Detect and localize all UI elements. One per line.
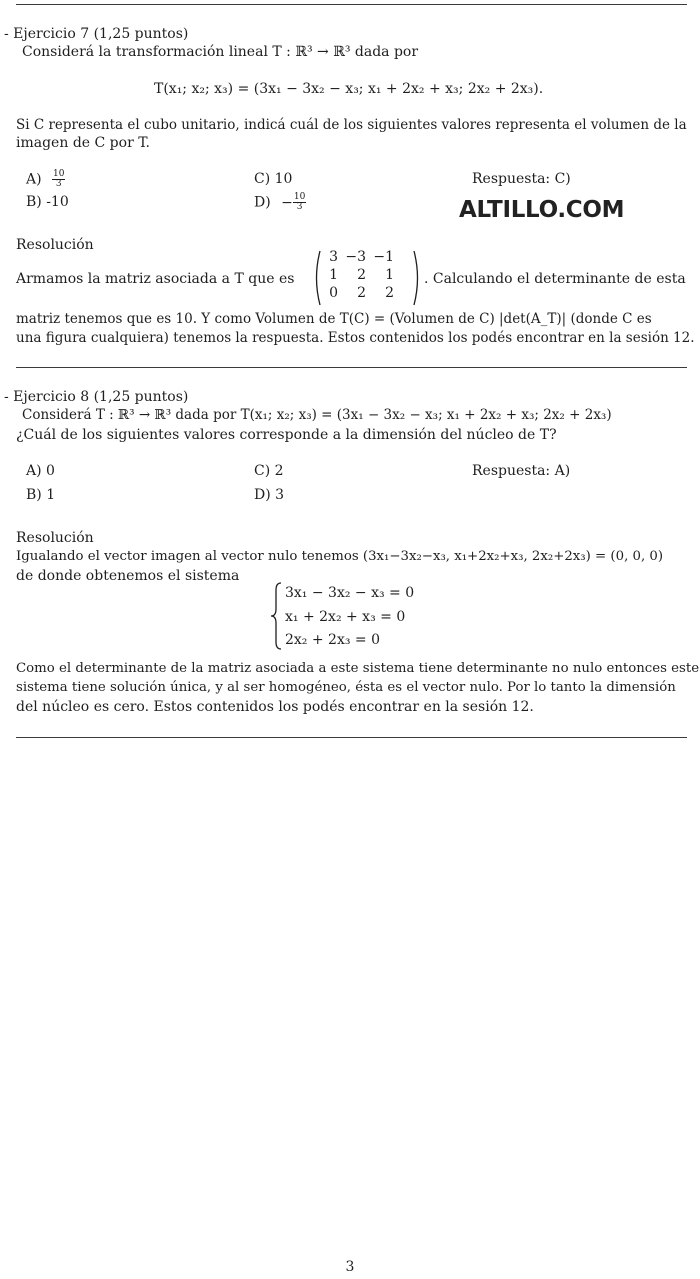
ex7-option-a <box>26 170 65 189</box>
ex8-answer: Respuesta: A) <box>472 463 571 479</box>
matrix-cell: 1 <box>329 267 338 283</box>
ex8-option-b: B) 1 <box>26 487 56 503</box>
ex8-resolution-heading: Resolución <box>16 530 94 546</box>
matrix-cell: −1 <box>373 249 394 265</box>
ex7-answer: Respuesta: C) <box>472 171 571 187</box>
option-a-label: A) <box>26 171 42 188</box>
ex7-resolution-line2: matriz tenemos que es 10. Y como Volumen de T(C) = (Volumen de C) |det(A_T)| (donde C es <box>16 311 652 327</box>
ex7-question-line2: imagen de C por T. <box>16 135 150 151</box>
system-eq-2: x₁ + 2x₂ + x₃ = 0 <box>285 609 406 625</box>
section-divider <box>16 367 687 368</box>
ex8-title: - Ejercicio 8 (1,25 puntos) <box>4 389 189 405</box>
fraction-denominator: 3 <box>55 179 62 189</box>
ex7-resolution-heading: Resolución <box>16 237 94 253</box>
matrix-A <box>314 250 394 301</box>
fraction-numerator: 10 <box>293 192 306 202</box>
matrix-cell: 2 <box>357 285 366 301</box>
ex7-option-c: C) 10 <box>254 171 293 187</box>
ex8-option-c: C) 2 <box>254 463 284 479</box>
ex7-statement: Considerá la transformación lineal T : ℝ³ → ℝ³ dada por <box>22 44 419 60</box>
ex8-resolution-line2: de donde obtenemos el sistema <box>16 568 240 584</box>
ex8-option-d: D) 3 <box>254 487 285 503</box>
ex8-conclusion-line1: Como el determinante de la matriz asociada a este sistema tiene determinante no nulo entonces este <box>16 661 700 676</box>
matrix-cell: 0 <box>329 285 338 301</box>
ex8-option-a: A) 0 <box>26 463 55 479</box>
bottom-divider <box>16 737 687 738</box>
page-number: 3 <box>345 1259 355 1275</box>
option-d-label: D) <box>254 194 271 211</box>
ex8-conclusion-line3: del núcleo es cero. Estos contenidos los podés encontrar en la sesión 12. <box>16 699 534 715</box>
ex7-resolution-lead: Armamos la matriz asociada a T que es <box>16 271 295 287</box>
matrix-cell: −3 <box>345 249 366 265</box>
ex7-resolution-tail: . Calculando el determinante de esta <box>424 271 686 287</box>
matrix-cell: 1 <box>385 267 394 283</box>
matrix-cell: 2 <box>385 285 394 301</box>
top-divider <box>16 4 687 5</box>
option-d-sign: − <box>281 194 293 211</box>
system-brace <box>270 582 282 650</box>
option-a-fraction <box>52 170 65 189</box>
matrix-cell: 2 <box>357 267 366 283</box>
ex8-statement: Considerá T : ℝ³ → ℝ³ dada por T(x₁; x₂; x₃) = (3x₁ − 3x₂ − x₃; x₁ + 2x₂ + x₃; 2x₂ + 2x₃) <box>22 407 612 423</box>
matrix-right-paren <box>412 250 422 306</box>
ex7-option-b: B) -10 <box>26 194 69 210</box>
option-d-fraction <box>293 193 306 212</box>
fraction-denominator: 3 <box>296 202 303 212</box>
fraction-numerator: 10 <box>53 169 65 179</box>
ex7-question-line1: Si C representa el cubo unitario, indicá cuál de los siguientes valores representa el volumen de la <box>16 117 687 133</box>
system-eq-3: 2x₂ + 2x₃ = 0 <box>285 632 380 648</box>
ex7-formula: T(x₁; x₂; x₃) = (3x₁ − 3x₂ − x₃; x₁ + 2x₂ + x₃; 2x₂ + 2x₃). <box>154 81 544 97</box>
ex8-question: ¿Cuál de los siguientes valores corresponde a la dimensión del núcleo de T? <box>16 427 557 443</box>
system-eq-1: 3x₁ − 3x₂ − x₃ = 0 <box>285 585 415 601</box>
ex7-title: - Ejercicio 7 (1,25 puntos) <box>4 26 189 42</box>
ex8-resolution-line1: Igualando el vector imagen al vector nulo tenemos (3x₁−3x₂−x₃, x₁+2x₂+x₃, 2x₂+2x₃) = (0, 0, 0) <box>16 549 664 564</box>
matrix-cell: 3 <box>329 249 338 265</box>
altillo-logo: ALTILLO.COM <box>459 197 625 223</box>
ex7-resolution-line3: una figura cualquiera) tenemos la respuesta. Estos contenidos los podés encontrar en la sesión 12. <box>16 330 695 346</box>
ex8-conclusion-line2: sistema tiene solución única, y al ser homogéneo, ésta es el vector nulo. Por lo tanto la dimensión <box>16 680 676 695</box>
ex7-option-d <box>254 193 306 212</box>
